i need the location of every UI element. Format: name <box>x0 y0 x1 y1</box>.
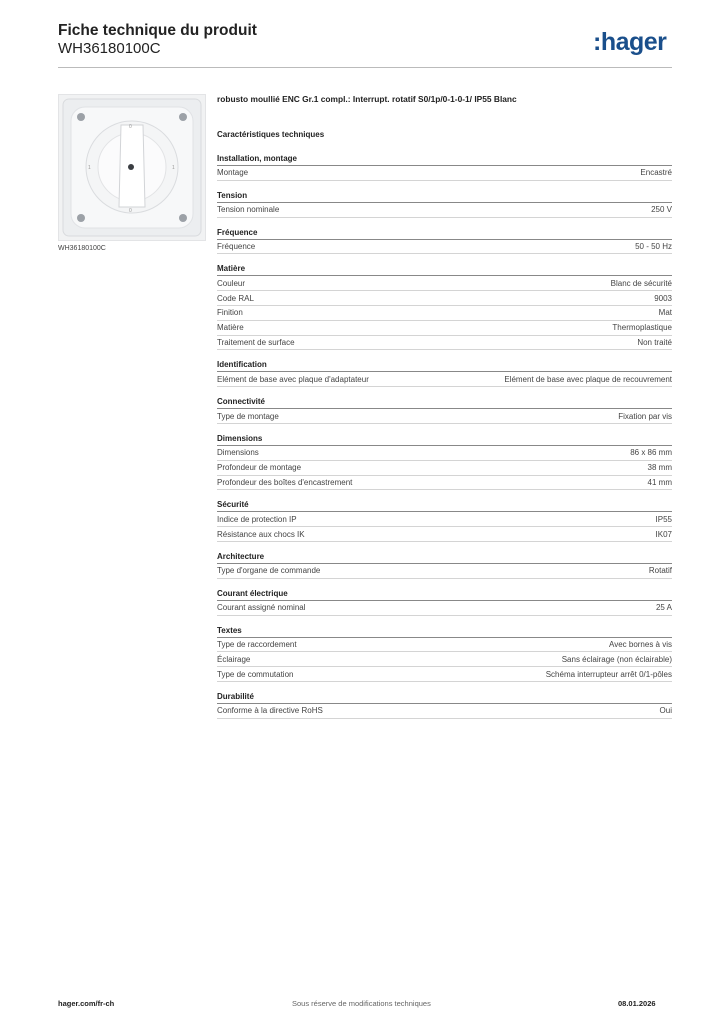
spec-section <box>217 397 672 424</box>
spec-row <box>217 321 672 336</box>
spec-label: Traitement de surface <box>217 337 295 347</box>
spec-value: IK07 <box>655 529 672 539</box>
section-title: Identification <box>217 360 672 372</box>
spec-row <box>217 306 672 321</box>
spec-value: 25 A <box>655 603 672 613</box>
spec-section <box>217 500 672 542</box>
header-divider <box>58 67 672 68</box>
spec-value: 86 x 86 mm <box>630 448 672 458</box>
section-title: Dimensions <box>217 434 672 446</box>
spec-value: Encastré <box>640 168 672 178</box>
spec-value: Fixation par vis <box>618 411 672 421</box>
spec-value: 250 V <box>651 205 672 215</box>
section-title: Matière <box>217 264 672 276</box>
spec-label: Dimensions <box>217 448 259 458</box>
spec-label: Courant assigné nominal <box>217 603 306 613</box>
dial-mark-left: 1 <box>88 165 91 171</box>
spec-value: 9003 <box>654 293 672 303</box>
dial-mark-bottom: 0 <box>129 208 132 214</box>
footer-disclaimer: Sous réserve de modifications techniques <box>292 999 431 1008</box>
document-title: Fiche technique du produit <box>58 22 257 39</box>
spec-value: Sans éclairage (non éclairable) <box>561 654 672 664</box>
product-illustration <box>59 95 205 240</box>
spec-row <box>217 276 672 291</box>
section-title: Tension <box>217 191 672 203</box>
spec-label: Matière <box>217 323 244 333</box>
spec-label: Éclairage <box>217 654 251 664</box>
spec-row <box>217 461 672 476</box>
spec-row <box>217 166 672 181</box>
spec-value: 41 mm <box>647 477 672 487</box>
spec-value: Blanc de sécurité <box>610 278 672 288</box>
spec-value: Rotatif <box>648 566 672 576</box>
spec-value: IP55 <box>655 514 672 524</box>
spec-label: Finition <box>217 308 243 318</box>
product-title: robusto moullié ENC Gr.1 compl.: Interrupt. rotatif S0/1p/0-1-0-1/ IP55 Blanc <box>217 94 517 104</box>
product-code: WH36180100C <box>58 40 161 57</box>
main-content <box>217 94 672 719</box>
spec-row <box>217 291 672 306</box>
spec-label: Code RAL <box>217 293 254 303</box>
spec-row <box>217 601 672 616</box>
spec-section <box>217 228 672 255</box>
spec-row <box>217 476 672 491</box>
spec-label: Indice de protection IP <box>217 514 297 524</box>
spec-row <box>217 512 672 527</box>
spec-value: Avec bornes à vis <box>609 639 672 649</box>
spec-label: Type de montage <box>217 411 279 421</box>
section-title: Connectivité <box>217 397 672 409</box>
spec-label: Couleur <box>217 278 246 288</box>
spec-row <box>217 203 672 218</box>
spec-label: Elément de base avec plaque d'adaptateur <box>217 374 369 384</box>
spec-value: Thermoplastique <box>612 323 672 333</box>
spec-section <box>217 692 672 719</box>
spec-section <box>217 154 672 181</box>
spec-value: Mat <box>658 308 672 318</box>
spec-row <box>217 336 672 351</box>
spec-row <box>217 446 672 461</box>
footer-website[interactable]: hager.com/fr-ch <box>58 999 115 1008</box>
spec-section <box>217 434 672 490</box>
spec-label: Fréquence <box>217 241 256 251</box>
dial-mark-top: 0 <box>129 124 132 130</box>
section-title: Sécurité <box>217 500 672 512</box>
spec-sections <box>217 154 672 719</box>
product-image <box>58 94 206 241</box>
spec-label: Conforme à la directive RoHS <box>217 706 323 716</box>
spec-row <box>217 704 672 719</box>
spec-label: Type de commutation <box>217 669 294 679</box>
spec-row <box>217 409 672 424</box>
section-title: Installation, montage <box>217 154 672 166</box>
spec-value: 38 mm <box>647 463 672 473</box>
spec-label: Montage <box>217 168 249 178</box>
section-title: Courant électrique <box>217 589 672 601</box>
spec-value: Non traité <box>637 337 672 347</box>
spec-label: Type de raccordement <box>217 639 297 649</box>
spec-section <box>217 626 672 682</box>
spec-value: 50 - 50 Hz <box>635 241 672 251</box>
spec-section <box>217 360 672 387</box>
image-caption: WH36180100C <box>58 245 106 252</box>
spec-label: Profondeur de montage <box>217 463 302 473</box>
spec-label: Tension nominale <box>217 205 280 215</box>
spec-row <box>217 372 672 387</box>
spec-label: Profondeur des boîtes d'encastrement <box>217 477 353 487</box>
dial-mark-right: 1 <box>172 165 175 171</box>
section-title: Textes <box>217 626 672 638</box>
section-title: Architecture <box>217 552 672 564</box>
spec-section <box>217 552 672 579</box>
tech-heading: Caractéristiques techniques <box>217 130 325 139</box>
spec-label: Résistance aux chocs IK <box>217 529 305 539</box>
spec-value: Schéma interrupteur arrêt 0/1-pôles <box>545 669 672 679</box>
spec-row <box>217 667 672 682</box>
spec-row <box>217 527 672 542</box>
spec-row <box>217 652 672 667</box>
spec-value: Elément de base avec plaque de recouvrement <box>504 374 672 384</box>
hager-logo: :hager <box>593 28 667 56</box>
footer-date: 08.01.2026 <box>618 999 656 1008</box>
spec-row <box>217 564 672 579</box>
spec-row <box>217 240 672 255</box>
section-title: Durabilité <box>217 692 672 704</box>
spec-section <box>217 264 672 350</box>
spec-row <box>217 638 672 653</box>
section-title: Fréquence <box>217 228 672 240</box>
spec-section <box>217 589 672 616</box>
spec-label: Type d'organe de commande <box>217 566 321 576</box>
spec-section <box>217 191 672 218</box>
spec-value: Oui <box>659 706 672 716</box>
